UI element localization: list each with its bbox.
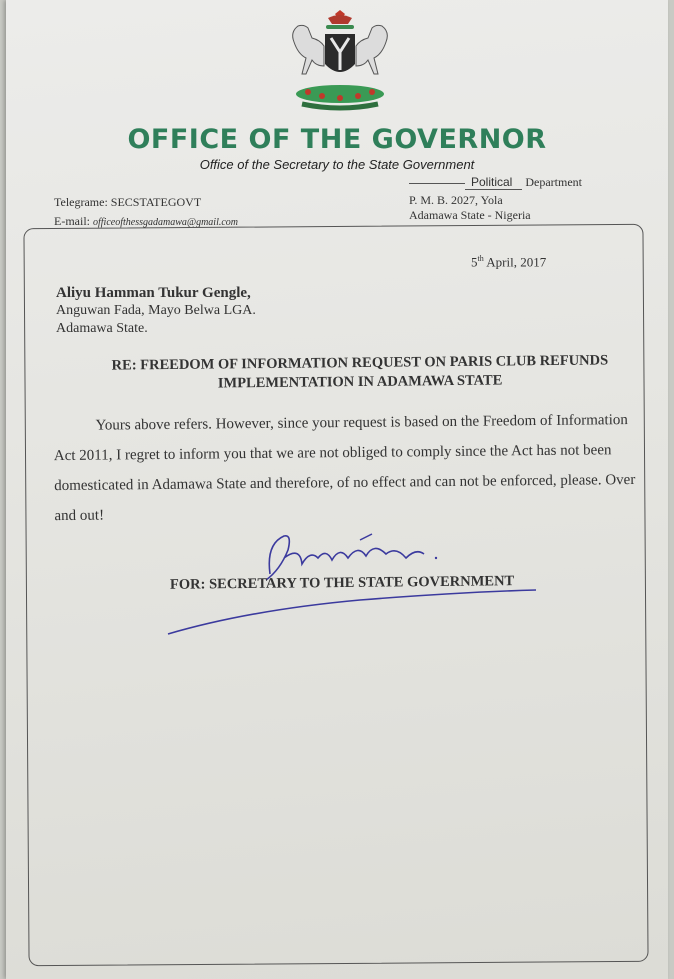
subject-line1: RE: FREEDOM OF INFORMATION REQUEST ON PARIS CLUB REFUNDS [111, 352, 609, 374]
letterhead-title: OFFICE OF THE GOVERNOR [127, 124, 547, 155]
recipient-address [56, 284, 256, 338]
date-suffix: th [477, 254, 484, 263]
department-line [409, 175, 582, 190]
department-name: Political [465, 175, 522, 190]
subject-heading [90, 351, 630, 395]
date-day: 5 [471, 254, 478, 270]
telegrame-line [54, 195, 201, 210]
telegrame-label: Telegrame: [54, 195, 108, 209]
recipient-line2: Adamawa State. [56, 321, 148, 336]
recipient-line1: Anguwan Fada, Mayo Belwa LGA. [56, 303, 256, 318]
department-suffix: Department [525, 175, 583, 189]
email-value: officeofthessgadamawa@gmail.com [93, 217, 239, 228]
state-country: Adamawa State - Nigeria [409, 208, 531, 222]
subject-line2: IMPLEMENTATION IN ADAMAWA STATE [217, 372, 503, 392]
department-blank-line [409, 182, 465, 184]
coat-of-arms-icon [280, 8, 400, 113]
letter-date [471, 254, 546, 270]
signature-stroke-icon [160, 580, 540, 640]
recipient-name: Aliyu Hamman Tukur Gengle, [56, 285, 251, 301]
letter-body: Yours above refers. However, since your request is based on the Freedom of Information Act 2011, I regret to inform you that we are not obliged to comply since the Act has not been domesticated in Adamawa State and therefore, of no effect and can not be enforced, please. Over and out! [53, 412, 636, 525]
signatory-line: FOR: SECRETARY TO THE STATE GOVERNMENT [169, 573, 515, 593]
letterhead-subtitle: Office of the Secretary to the State Government [199, 157, 475, 172]
telegrame-value: SECSTATEGOVT [110, 195, 202, 209]
pmb-address: P. M. B. 2027, Yola [409, 193, 503, 207]
date-rest: April, 2017 [486, 254, 547, 270]
email-label: E-mail: [54, 214, 90, 228]
